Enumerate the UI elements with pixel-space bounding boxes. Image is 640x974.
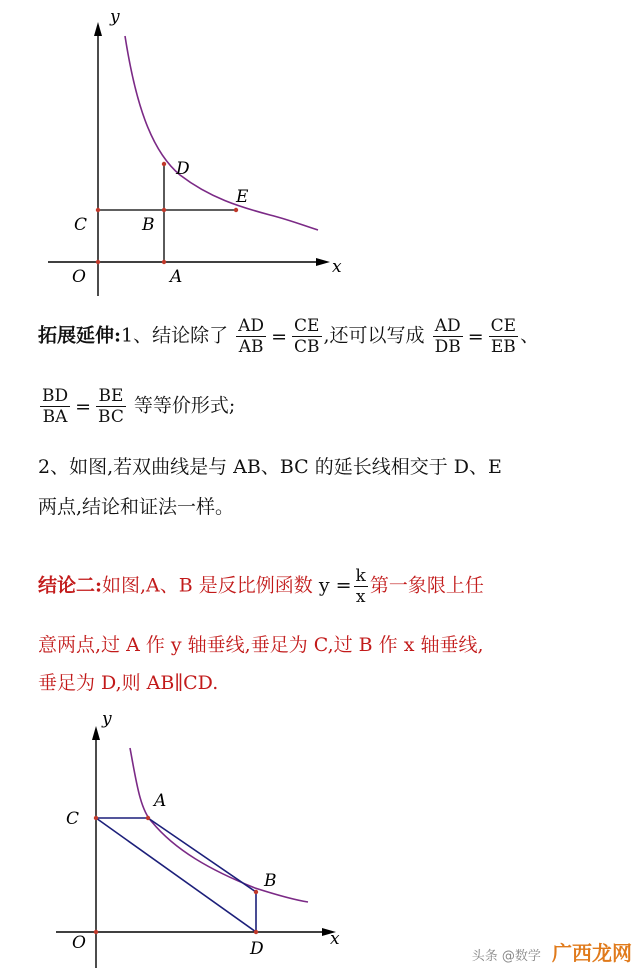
extension-line-1 [38, 316, 539, 357]
point-o [96, 260, 100, 264]
watermark-brand: 广西龙网 [552, 941, 632, 965]
conclusion2-line1 [38, 566, 484, 607]
label-a: A [154, 791, 167, 811]
label-o: O [72, 267, 86, 287]
frac-den: BC [98, 407, 124, 427]
extension-item1-mid: ,还可以写成 [323, 324, 425, 347]
frac-den: AB [238, 337, 264, 357]
label-c: C [74, 215, 88, 235]
fraction-be-bc [96, 386, 126, 427]
point-a [162, 260, 166, 264]
function-lhs: y = [318, 574, 352, 597]
frac-num: CE [292, 316, 322, 337]
label-d: D [176, 159, 190, 179]
frac-num: AD [433, 316, 463, 337]
y-axis-arrow [94, 22, 102, 36]
point-b [254, 890, 258, 894]
fraction-ce-eb [489, 316, 518, 357]
label-o: O [72, 933, 86, 953]
point-d [162, 162, 166, 166]
x-axis-arrow [316, 258, 330, 266]
label-y: y [110, 7, 120, 27]
point-c [96, 208, 100, 212]
label-a: A [170, 267, 183, 287]
label-b: B [142, 215, 155, 235]
frac-num: k [355, 566, 366, 586]
frac-num: BD [42, 386, 69, 406]
conclusion2-line2: 意两点,过 A 作 y 轴垂线,垂足为 C,过 B 作 x 轴垂线, [38, 634, 484, 656]
point-e [234, 208, 238, 212]
equals-sign: = [271, 325, 287, 348]
label-b: B [264, 871, 277, 891]
extension-item1-end: 等等价形式; [133, 394, 236, 417]
figure-2-graph [40, 700, 360, 974]
label-x: x [332, 257, 342, 277]
fraction-ad-db [433, 316, 463, 357]
frac-den: BA [42, 407, 68, 427]
label-e: E [236, 187, 249, 207]
frac-num: CE [490, 316, 517, 336]
extension-line-2 [38, 386, 235, 427]
equals-sign: = [75, 395, 92, 418]
extension-item1-prefix: 1、结论除了 [121, 324, 229, 347]
conclusion2-line1-prefix: 如图,A、B 是反比例函数 [102, 574, 313, 597]
y-axis-arrow [92, 726, 100, 740]
fraction-ad-ab [236, 316, 266, 357]
label-d: D [250, 939, 264, 959]
point-a [146, 816, 150, 820]
conclusion2-line1-suffix: 第一象限上任 [369, 574, 484, 597]
extension-item2-line1: 2、如图,若双曲线是与 AB、BC 的延长线相交于 D、E [38, 456, 502, 478]
conclusion2-heading: 结论二: [38, 574, 103, 597]
point-c [94, 816, 98, 820]
frac-den: x [355, 587, 366, 607]
label-x: x [330, 929, 340, 949]
frac-den: DB [434, 337, 461, 357]
watermark [472, 937, 632, 966]
frac-den: EB [490, 337, 516, 357]
figure-1-graph [40, 0, 360, 300]
segment-ab [148, 818, 256, 892]
point-o [94, 930, 98, 934]
conclusion2-line3: 垂足为 D,则 AB∥CD. [38, 672, 219, 694]
watermark-text: 头条 @数学 [471, 949, 541, 964]
extension-item2-line2: 两点,结论和证法一样。 [38, 496, 235, 518]
frac-num: AD [238, 316, 265, 336]
frac-den: CB [294, 337, 320, 357]
label-y: y [102, 709, 112, 729]
label-c: C [66, 809, 80, 829]
hyperbola-curve [125, 36, 318, 230]
extension-sep: 、 [520, 324, 540, 347]
hyperbola-curve [130, 748, 308, 902]
point-d [254, 930, 258, 934]
point-b [162, 208, 166, 212]
fraction-ce-cb [292, 316, 322, 357]
fraction-bd-ba [40, 386, 70, 427]
fraction-k-x [354, 566, 368, 607]
extension-heading: 拓展延伸: [38, 324, 122, 347]
frac-num: BE [96, 386, 126, 407]
equals-sign: = [467, 325, 484, 348]
